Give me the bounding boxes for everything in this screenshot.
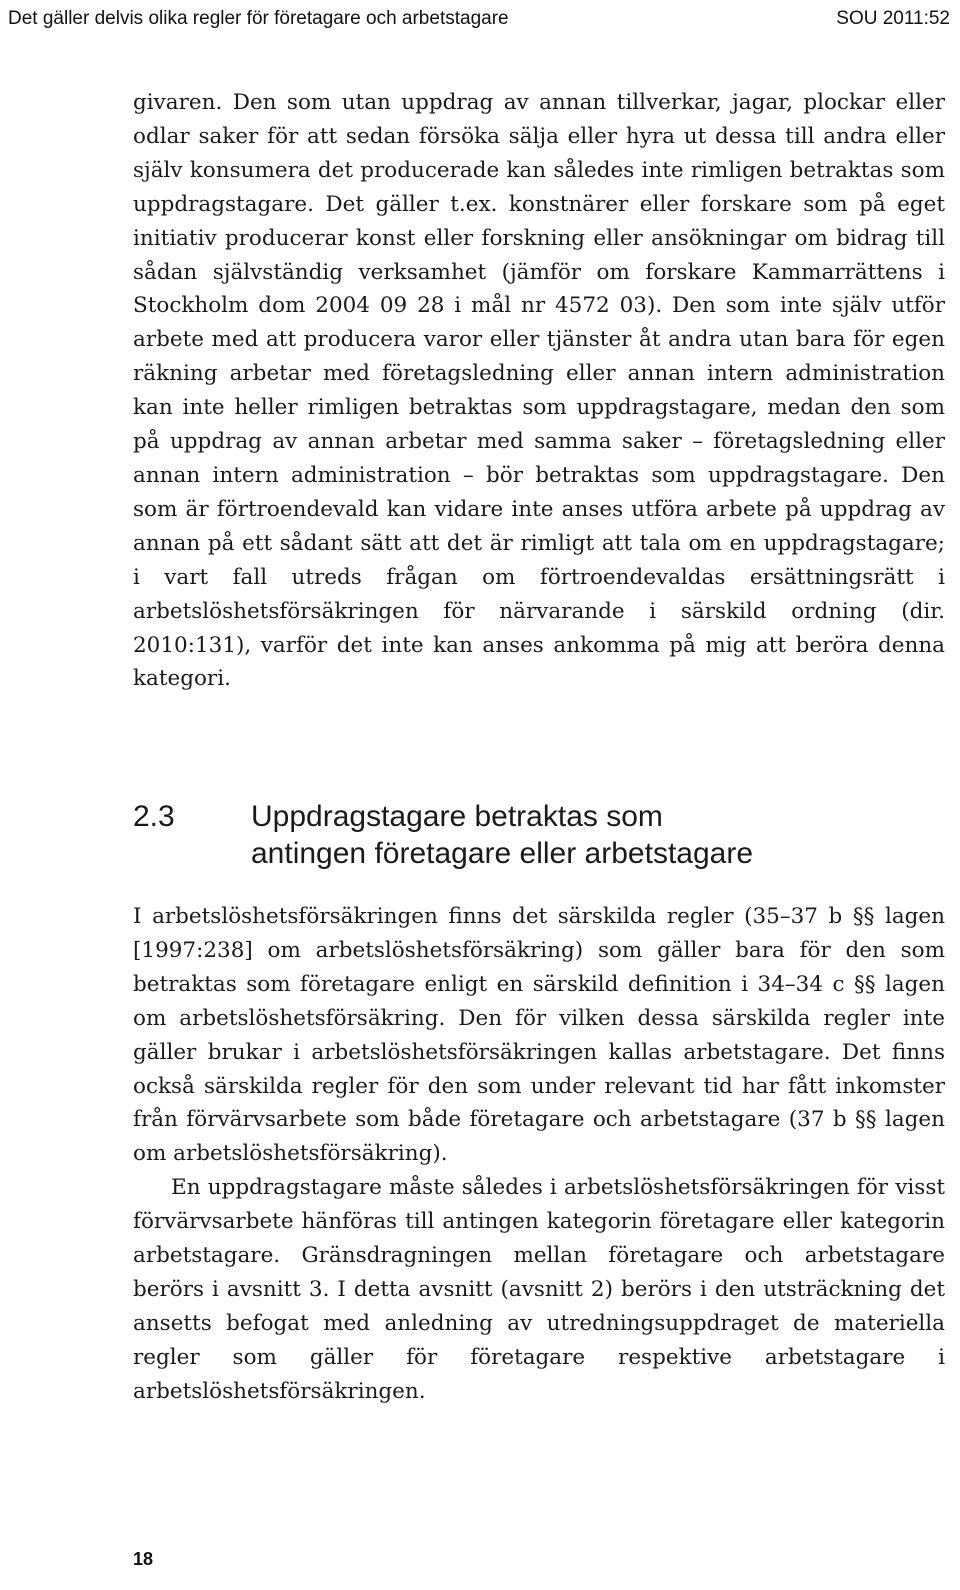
- page-number: 18: [133, 1549, 154, 1569]
- section-number: 2.3: [133, 800, 175, 833]
- continued-paragraph-block: [133, 86, 945, 696]
- body-paragraph: I arbetslöshetsförsäkringen finns det särskilda regler (35–37 b §§ lagen [1997:238] om arbetslöshetsförsäkring) som gäller bara för den som betraktas som företagare enligt en särskild definition i 34–34 c §§ lagen om arbetslöshetsförsäkring. Den för vilken dessa särskilda regler inte gäller brukar i arbetslöshetsförsäkringen kallas arbetstagare. Det finns också särskilda regler för den som under relevant tid har fått inkomster från förvärvsarbete som både företagare och arbetstagare (37 b §§ lagen om arbetslöshetsförsäkring).: [133, 904, 945, 1167]
- header-chapter-title: Det gäller delvis olika regler för företagare och arbetstagare: [8, 8, 509, 29]
- body-paragraph: givaren. Den som utan uppdrag av annan tillverkar, jagar, plockar eller odlar saker för att sedan försöka sälja eller hyra ut dessa till andra eller själv konsumera det producerade kan således inte rimligen betraktas som uppdragstagare. Det gäller t.ex. konstnärer eller forskare som på eget initiativ producerar konst eller forskning eller ansökningar om bidrag till sådan självständig verksamhet (jämför om forskare Kammarrättens i Stockholm dom 2004 09 28 i mål nr 4572 03). Den som inte själv utför arbete med att producera varor eller tjänster åt andra utan bara för egen räkning arbetar med företagsledning eller annan intern administration kan inte heller rimligen betraktas som uppdragstagare, medan den som på uppdrag av annan arbetar med samma saker – företagsledning eller annan intern administration – bör betraktas som uppdragstagare. Den som är förtroendevald kan vidare inte anses utföra arbete på uppdrag av annan på ett sådant sätt att det är rimligt att tala om en uppdragstagare; i vart fall utreds frågan om förtroendevaldas ersättningsrätt i arbetslöshetsförsäkringen för närvarande i särskild ordning (dir. 2010:131), varför det inte kan anses ankomma på mig att beröra denna kategori.: [133, 90, 945, 692]
- section-title: Uppdragstagare betraktas som antingen företagare eller arbetstagare: [251, 800, 754, 870]
- section-body: [133, 900, 945, 1409]
- body-paragraph: En uppdragstagare måste således i arbetslöshetsförsäkringen för visst förvärvsarbete hänföras till antingen kategorin företagare eller kategorin arbetstagare. Gränsdragningen mellan företagare och arbetstagare berörs i avsnitt 3. I detta avsnitt (avsnitt 2) berörs i den utsträckning det ansetts befogat med anledning av utredningsuppdraget de materiella regler som gäller för företagare respektive arbetstagare i arbetslöshetsförsäkringen.: [133, 1175, 945, 1404]
- running-header: [8, 8, 950, 36]
- header-document-id: SOU 2011:52: [836, 8, 950, 29]
